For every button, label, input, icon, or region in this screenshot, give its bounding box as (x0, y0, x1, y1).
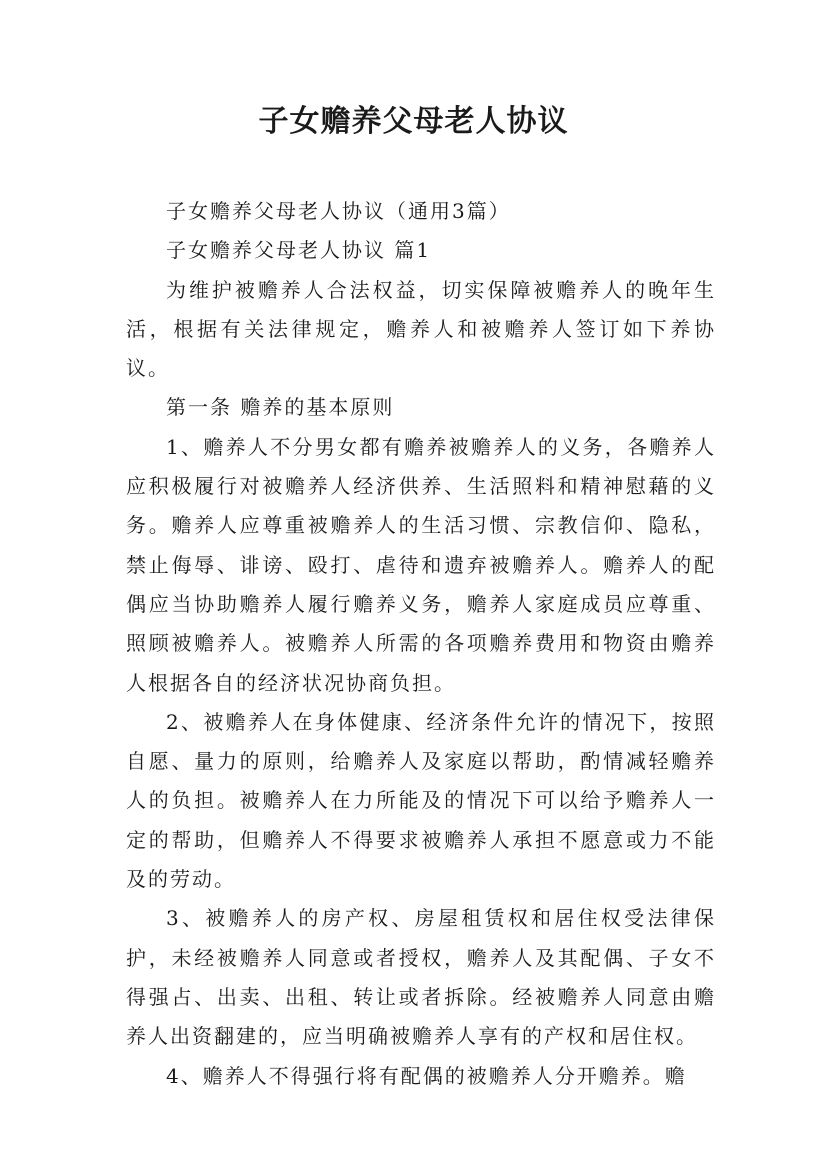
clause-paragraph-4: 4、赡养人不得强行将有配偶的被赡养人分开赡养。赡 (166, 1063, 687, 1088)
intro-paragraph: 为维护被赡养人合法权益，切实保障被赡养人的晚年生活，根据有关法律规定，赡养人和被赡养人签订如下养协议。 (126, 277, 716, 381)
clause-paragraph-1: 1、赡养人不分男女都有赡养被赡养人的义务，各赡养人应积极履行对被赡养人经济供养、生活照料和精神慰藉的义务。赡养人应尊重被赡养人的生活习惯、宗教信仰、隐私，禁止侮辱、诽谤、殴打、虐待和遗弃被赡养人。赡养人的配偶应当协助赡养人履行赡养义务，赡养人家庭成员应尊重、照顾被赡养人。被赡养人所需的各项赡养费用和物资由赡养人根据各自的经济状况协商负担。 (126, 434, 716, 695)
clause-paragraph-2: 2、被赡养人在身体健康、经济条件允许的情况下，按照自愿、量力的原则，给赡养人及家庭以帮助，酌情减轻赡养人的负担。被赡养人在力所能及的情况下可以给予赡养人一定的帮助，但赡养人不得要求被赡养人承担不愿意或力不能及的劳动。 (126, 709, 716, 892)
article-heading: 第一条 赡养的基本原则 (166, 395, 395, 420)
document-title: 子女赡养父母老人协议 (258, 104, 569, 139)
clause-paragraph-3: 3、被赡养人的房产权、房屋租赁权和居住权受法律保护，未经被赡养人同意或者授权，赡养人及其配偶、子女不得强占、出卖、出租、转让或者拆除。经被赡养人同意由赡养人出资翻建的，应当明确被赡养人享有的产权和居住权。 (126, 906, 716, 1049)
document-body (126, 192, 716, 1096)
section-heading: 子女赡养父母老人协议 篇1 (166, 238, 432, 263)
subtitle-paragraph: 子女赡养父母老人协议（通用3篇） (166, 199, 511, 223)
